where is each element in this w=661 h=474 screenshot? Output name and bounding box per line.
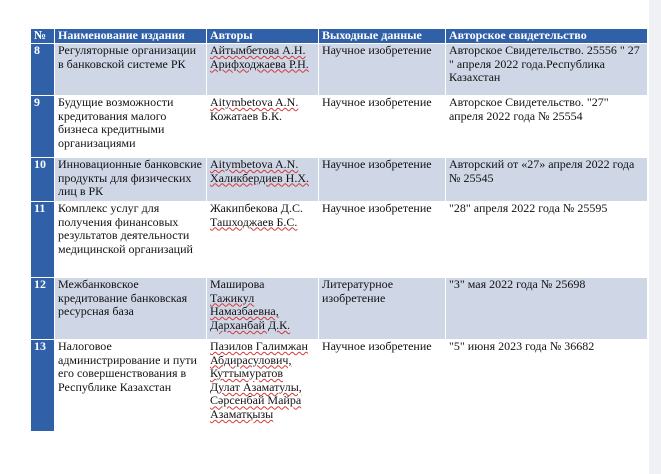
row-num: 8 <box>31 44 55 96</box>
table-row <box>31 278 648 340</box>
row-title: Комплекс услуг для получения финансовых результатов деятельности медицинской организаций <box>55 202 207 278</box>
row-title: Регуляторные организации в банковской системе РК <box>55 44 207 96</box>
header-authors: Авторы <box>207 29 319 44</box>
author: Сәрсенбай Майра <box>210 393 302 408</box>
row-authors <box>207 96 319 158</box>
row-num: 11 <box>31 202 55 278</box>
author: Пазилов Галимжан <box>210 339 308 353</box>
publications-table <box>30 28 648 432</box>
author: Дулат Азаматулы, <box>210 379 302 394</box>
row-num: 13 <box>31 340 55 432</box>
row-output: Научное изобретение <box>319 96 446 158</box>
table-row <box>31 158 648 202</box>
row-title: Будущие возможности кредитования малого бизнеса кредитными организациями <box>55 96 207 158</box>
header-title: Наименование издания <box>55 29 207 44</box>
row-certificate: "5" июня 2023 года № 36682 <box>446 340 648 432</box>
header-certificate: Авторское свидетельство <box>446 29 648 44</box>
author: Aitymbetova A.N. <box>210 95 299 109</box>
row-authors <box>207 158 319 202</box>
table-row <box>31 96 648 158</box>
row-num: 10 <box>31 158 55 202</box>
row-authors <box>207 340 319 432</box>
row-certificate: Авторское Свидетельство. 25556 " 27 " апреля 2022 года.Республика Казахстан <box>446 44 648 96</box>
row-output: Научное изобретение <box>319 202 446 278</box>
row-certificate: "28" апреля 2022 года № 25595 <box>446 202 648 278</box>
row-certificate: "3" мая 2022 года № 25698 <box>446 278 648 340</box>
author: Арифходжаева Р.Н. <box>210 56 309 71</box>
row-output: Научное изобретение <box>319 340 446 432</box>
row-num: 12 <box>31 278 55 340</box>
author: Абдирасулович, <box>210 352 292 367</box>
row-authors <box>207 202 319 278</box>
row-title: Налоговое администрирование и пути его совершенствования в Республике Казахстан <box>55 340 207 432</box>
table-header-row <box>31 29 648 44</box>
author: Халикбердиев Н.Х. <box>210 170 310 185</box>
author: Куттымуратов <box>210 366 284 381</box>
row-authors <box>207 278 319 340</box>
table-row <box>31 202 648 278</box>
author: Намазбаевна, <box>210 304 279 319</box>
row-output: Литературное изобретение <box>319 278 446 340</box>
author: Тажикул <box>210 290 255 305</box>
header-output: Выходные данные <box>319 29 446 44</box>
author: Айтымбетова А.Н. <box>210 43 306 57</box>
row-output: Научное изобретение <box>319 44 446 96</box>
row-num: 9 <box>31 96 55 158</box>
row-title: Межбанковское кредитование банковская ресурсная база <box>55 278 207 340</box>
table-row <box>31 44 648 96</box>
author: Жакипбекова Д.С. <box>210 201 303 215</box>
row-certificate: Авторское Свидетельство. "27" апреля 2022 года № 25554 <box>446 96 648 158</box>
row-authors <box>207 44 319 96</box>
row-title: Инновационные банковские продукты для физических лиц в РК <box>55 158 207 202</box>
header-num: № <box>31 29 55 44</box>
author: Азаматқызы <box>210 406 274 421</box>
author: Маширова <box>210 277 265 291</box>
author: Aitymbetova A.N. <box>210 157 299 171</box>
row-certificate: Авторский от «27» апреля 2022 года № 25545 <box>446 158 648 202</box>
row-output: Научное изобретение <box>319 158 446 202</box>
author: Кожатаев Б.К. <box>210 108 283 123</box>
author: Дарханбай Д.К. <box>210 317 291 332</box>
author: Ташходжаев Б.С. <box>210 214 298 229</box>
table-row <box>31 340 648 432</box>
